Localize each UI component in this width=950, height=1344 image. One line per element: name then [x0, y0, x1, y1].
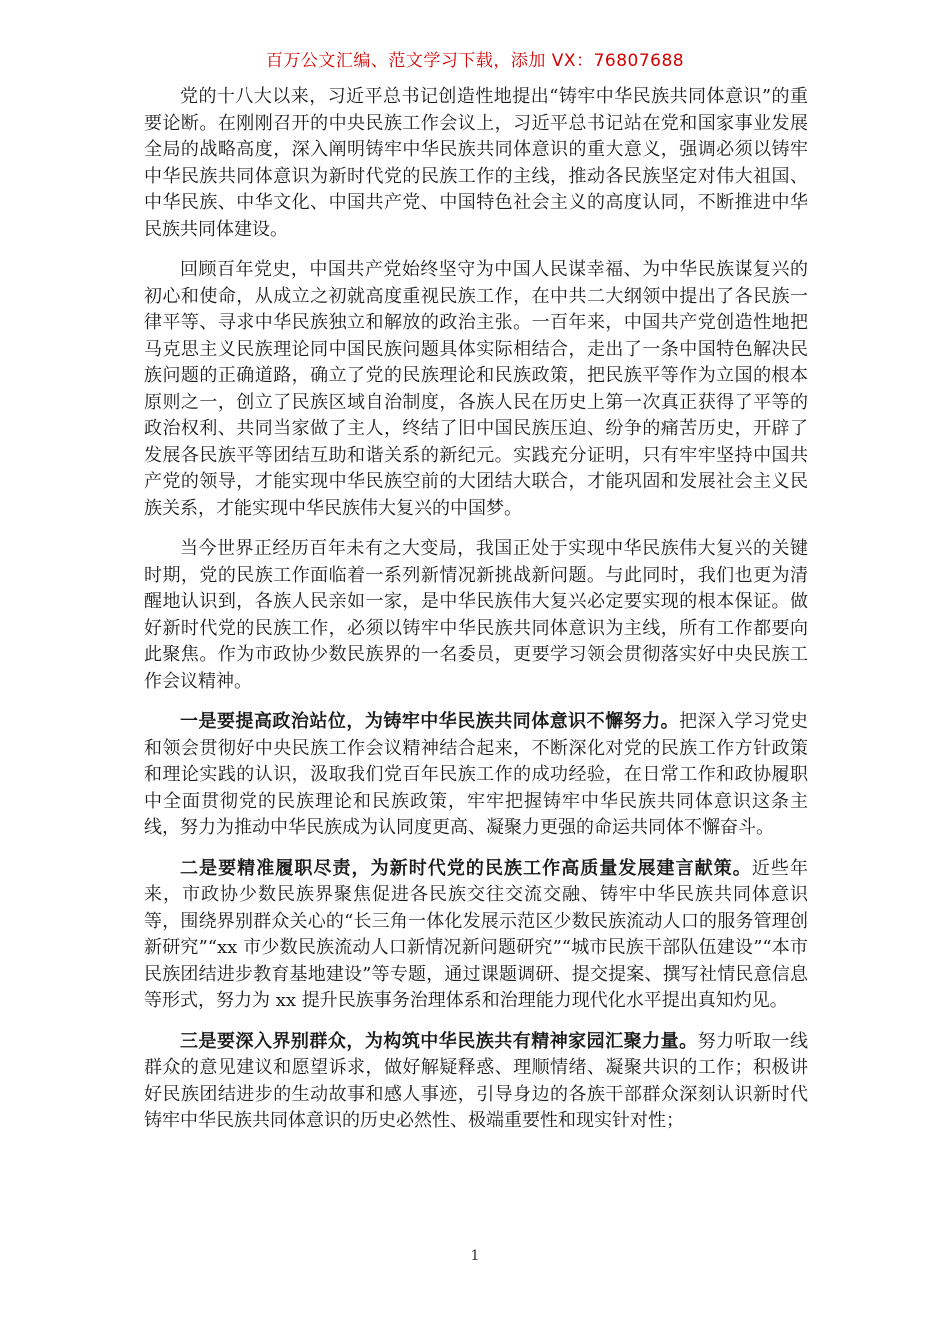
paragraph-text: 努力听取一线群众的意见建议和愿望诉求，做好解疑释惑、理顺情绪、凝聚共识的工作；积极讲好民族团结进步的生动故事和感人事迹，引导身边的各族干部群众深刻认识新时代铸牢中华民族共同体意识的历史必然性、极端重要性和现实针对性； — [144, 1030, 809, 1131]
paragraph-lead: 三是要深入界别群众，为构筑中华民族共有精神家园汇聚力量。 — [180, 1030, 698, 1052]
paragraph-current-situation — [144, 536, 808, 695]
document-body — [144, 84, 808, 1149]
paragraph-text: 把深入学习党史和领会贯彻好中央民族工作会议精神结合起来，不断深化对党的民族工作方针政策和理论实践的认识，汲取我们党百年民族工作的成功经验，在日常工作和政协履职中全面贯彻党的民族理论和民族政策，牢牢把握铸牢中华民族共同体意识这条主线，努力为推动中华民族成为认同度更高、凝聚力更强的命运共同体不懈奋斗。 — [144, 711, 809, 838]
paragraph-text: 当今世界正经历百年未有之大变局，我国正处于实现中华民族伟大复兴的关键时期，党的民族工作面临着一系列新情况新挑战新问题。与此同时，我们也更为清醒地认识到，各族人民亲如一家，是中华民族伟大复兴必定要实现的根本保证。做好新时代党的民族工作，必须以铸牢中华民族共同体意识为主线，所有工作都要向此聚焦。作为市政协少数民族界的一名委员，更要学习领会贯彻落实好中央民族工作会议精神。 — [144, 538, 808, 692]
header-banner: 百万公文汇编、范文学习下载，添加 VX：76807688 — [265, 51, 685, 71]
paragraph-point-one — [144, 709, 808, 842]
page-number: 1 — [470, 1248, 480, 1264]
paragraph-text: 回顾百年党史，中国共产党始终坚守为中国人民谋幸福、为中华民族谋复兴的初心和使命，从成立之初就高度重视民族工作，在中共二大纲领中提出了各民族一律平等、寻求中华民族独立和解放的政治主张。一百年来，中国共产党创造性地把马克思主义民族理论同中国民族问题具体实际相结合，走出了一条中国特色解决民族问题的正确道路，确立了党的民族理论和民族政策，把民族平等作为立国的根本原则之一，创立了民族区域自治制度，各族人民在历史上第一次真正获得了平等的政治权利、共同当家做了主人，终结了旧中国民族压迫、纷争的痛苦历史，开辟了发展各民族平等团结互助和谐关系的新纪元。实践充分证明，只有牢牢坚持中国共产党的领导，才能实现中华民族空前的大团结大联合，才能巩固和发展社会主义民族关系，才能实现中华民族伟大复兴的中国梦。 — [144, 259, 808, 519]
paragraph-history — [144, 257, 808, 522]
paragraph-lead: 一是要提高政治站位，为铸牢中华民族共同体意识不懈努力。 — [180, 711, 680, 732]
paragraph-point-three — [144, 1029, 808, 1135]
paragraph-text: 近些年来，市政协少数民族界聚焦促进各民族交往交流交融、铸牢中华民族共同体意识等，围绕界别群众关心的“长三角一体化发展示范区少数民族流动人口的服务管理创新研究”“xx 市少数民族流动人口新情况新问题研究”“城市民族干部队伍建设”“本市民族团结进步教育基地建设”等专题，通过课题调研、提交提案、撰写社情民意信息等形式，努力为 xx 提升民族事务治理体系和治理能力现代化水平提出真知灼见。 — [144, 857, 808, 1011]
paragraph-intro — [144, 84, 808, 243]
paragraph-point-two — [144, 856, 808, 1015]
paragraph-lead: 二是要精准履职尽责，为新时代党的民族工作高质量发展建言献策。 — [180, 857, 752, 879]
paragraph-text: 党的十八大以来，习近平总书记创造性地提出“铸牢中华民族共同体意识”的重要论断。在刚刚召开的中央民族工作会议上，习近平总书记站在党和国家事业发展全局的战略高度，深入阐明铸牢中华民族共同体意识的重大意义，强调必须以铸牢中华民族共同体意识为新时代党的民族工作的主线，推动各民族坚定对伟大祖国、中华民族、中华文化、中国共产党、中国特色社会主义的高度认同，不断推进中华民族共同体建设。 — [144, 86, 808, 240]
